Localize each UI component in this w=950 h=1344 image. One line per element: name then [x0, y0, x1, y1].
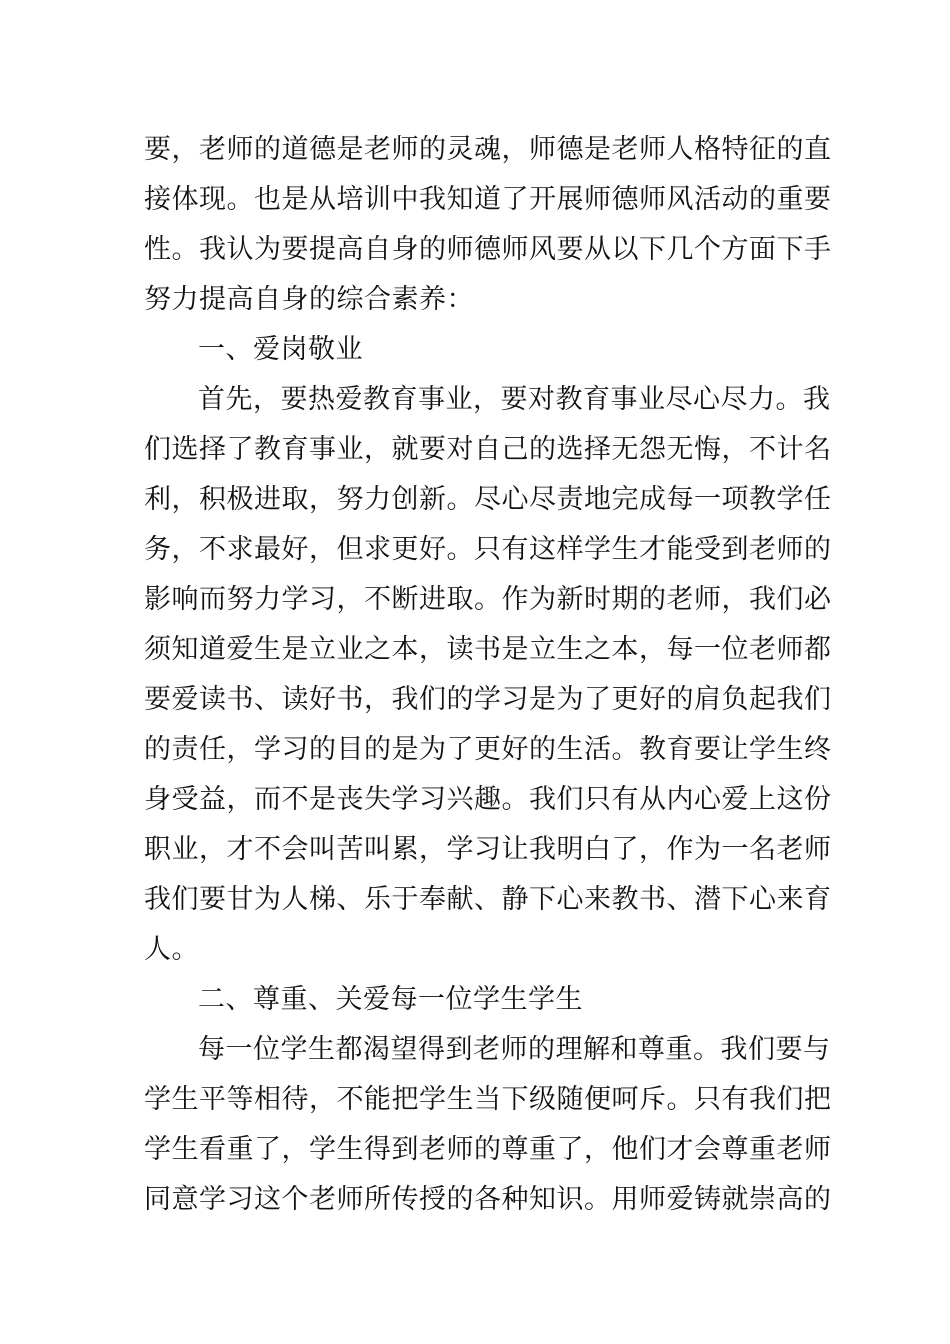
text-line: 影响而努力学习，不断进取。作为新时期的老师，我们必: [144, 584, 832, 615]
text-line: 务，不求最好，但求更好。只有这样学生才能受到老师的: [144, 534, 832, 565]
section-heading: 二、尊重、关爱每一位学生学生: [198, 984, 583, 1015]
text-line: 学生平等相待，不能把学生当下级随便呵斥。只有我们把: [144, 1084, 832, 1115]
text-line: 学生看重了，学生得到老师的尊重了，他们才会尊重老师: [144, 1134, 832, 1165]
text-line: 人。: [144, 934, 199, 965]
text-line: 同意学习这个老师所传授的各种知识。用师爱铸就崇高的: [144, 1184, 832, 1215]
text-line: 要，老师的道德是老师的灵魂，师德是老师人格特征的直: [144, 134, 832, 165]
text-line: 性。我认为要提高自身的师德师风要从以下几个方面下手: [144, 234, 832, 265]
text-line: 每一位学生都渴望得到老师的理解和尊重。我们要与: [198, 1034, 831, 1065]
text-line: 我们要甘为人梯、乐于奉献、静下心来教书、潜下心来育: [144, 884, 832, 915]
text-line: 要爱读书、读好书，我们的学习是为了更好的肩负起我们: [144, 684, 832, 715]
text-line: 首先，要热爱教育事业，要对教育事业尽心尽力。我: [198, 384, 831, 415]
text-line: 的责任，学习的目的是为了更好的生活。教育要让学生终: [144, 734, 832, 765]
text-line: 身受益，而不是丧失学习兴趣。我们只有从内心爱上这份: [144, 784, 832, 815]
text-line: 努力提高自身的综合素养：: [144, 284, 474, 315]
text-line: 利，积极进取，努力创新。尽心尽责地完成每一项教学任: [144, 484, 832, 515]
text-line: 们选择了教育事业，就要对自己的选择无怨无悔，不计名: [144, 434, 832, 465]
text-line: 须知道爱生是立业之本，读书是立生之本，每一位老师都: [144, 634, 832, 665]
section-heading: 一、爱岗敬业: [198, 334, 363, 365]
text-line: 职业，才不会叫苦叫累，学习让我明白了，作为一名老师: [144, 834, 832, 865]
text-line: 接体现。也是从培训中我知道了开展师德师风活动的重要: [144, 184, 832, 215]
